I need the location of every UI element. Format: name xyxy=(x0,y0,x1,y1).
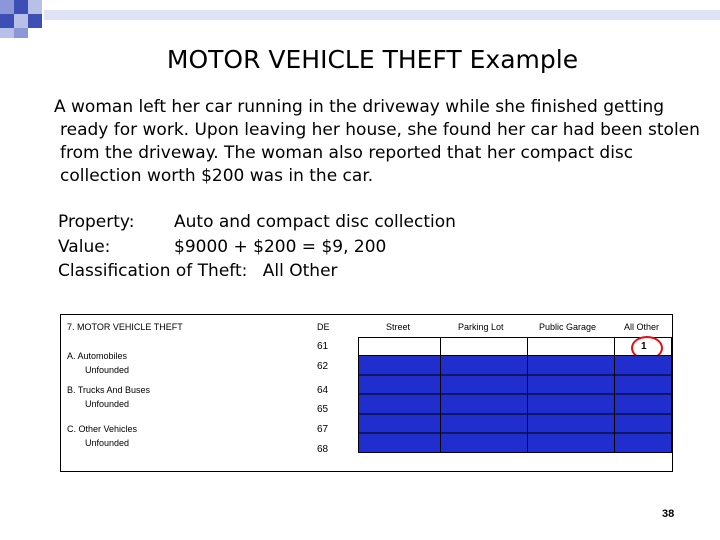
grid-lines xyxy=(358,355,672,453)
row-label-trucks-buses: B. Trucks And Buses xyxy=(67,385,151,395)
value-row xyxy=(58,235,387,260)
entry-cell[interactable] xyxy=(527,337,615,356)
row-label-other-vehicles: C. Other Vehicles xyxy=(67,424,138,434)
value-value: $9000 + $200 = $9, 200 xyxy=(174,236,387,257)
classification-info xyxy=(58,210,456,284)
classification-row xyxy=(58,259,338,284)
title-suffix: Example xyxy=(469,45,579,74)
property-label: Property: xyxy=(58,212,135,232)
row-code: 65 xyxy=(317,404,329,415)
column-header-de: DE xyxy=(317,322,330,332)
entry-cell[interactable] xyxy=(358,337,441,356)
entry-value: 1 xyxy=(641,341,647,352)
classification-label: Classification of Theft: xyxy=(58,261,248,281)
row-code: 68 xyxy=(317,444,329,455)
column-header-parking-lot: Parking Lot xyxy=(458,322,504,332)
title-main: MOTOR VEHICLE THEFT xyxy=(166,45,462,74)
ucr-form xyxy=(60,314,673,472)
property-value: Auto and compact disc collection xyxy=(174,212,456,232)
row-sub-automobiles-unfounded: Unfounded xyxy=(85,365,130,375)
row-sub-other-unfounded: Unfounded xyxy=(85,438,130,448)
property-row xyxy=(58,210,456,235)
row-label-automobiles: A. Automobiles xyxy=(67,351,128,361)
value-label: Value: xyxy=(58,236,111,257)
column-header-all-other: All Other xyxy=(624,322,660,332)
row-sub-trucks-unfounded: Unfounded xyxy=(85,399,130,409)
row-code: 61 xyxy=(317,341,329,352)
column-header-street: Street xyxy=(386,322,411,332)
entry-cell[interactable] xyxy=(440,337,528,356)
corner-decoration xyxy=(0,0,720,40)
slide-title xyxy=(0,44,720,76)
form-section-title: 7. MOTOR VEHICLE THEFT xyxy=(67,322,183,332)
row-code: 67 xyxy=(317,424,329,435)
page-number: 38 xyxy=(662,508,675,520)
scenario-text: A woman left her car running in the driveway while she finished getting ready for work. Upon leaving her house, she found her car had been stolen from the driveway. The woman also reported that her compact disc collection worth $200 was in the car. xyxy=(54,97,700,186)
classification-value: All Other xyxy=(262,261,338,281)
column-header-public-garage: Public Garage xyxy=(539,322,597,332)
row-code: 62 xyxy=(317,361,329,372)
row-code: 64 xyxy=(317,385,329,396)
